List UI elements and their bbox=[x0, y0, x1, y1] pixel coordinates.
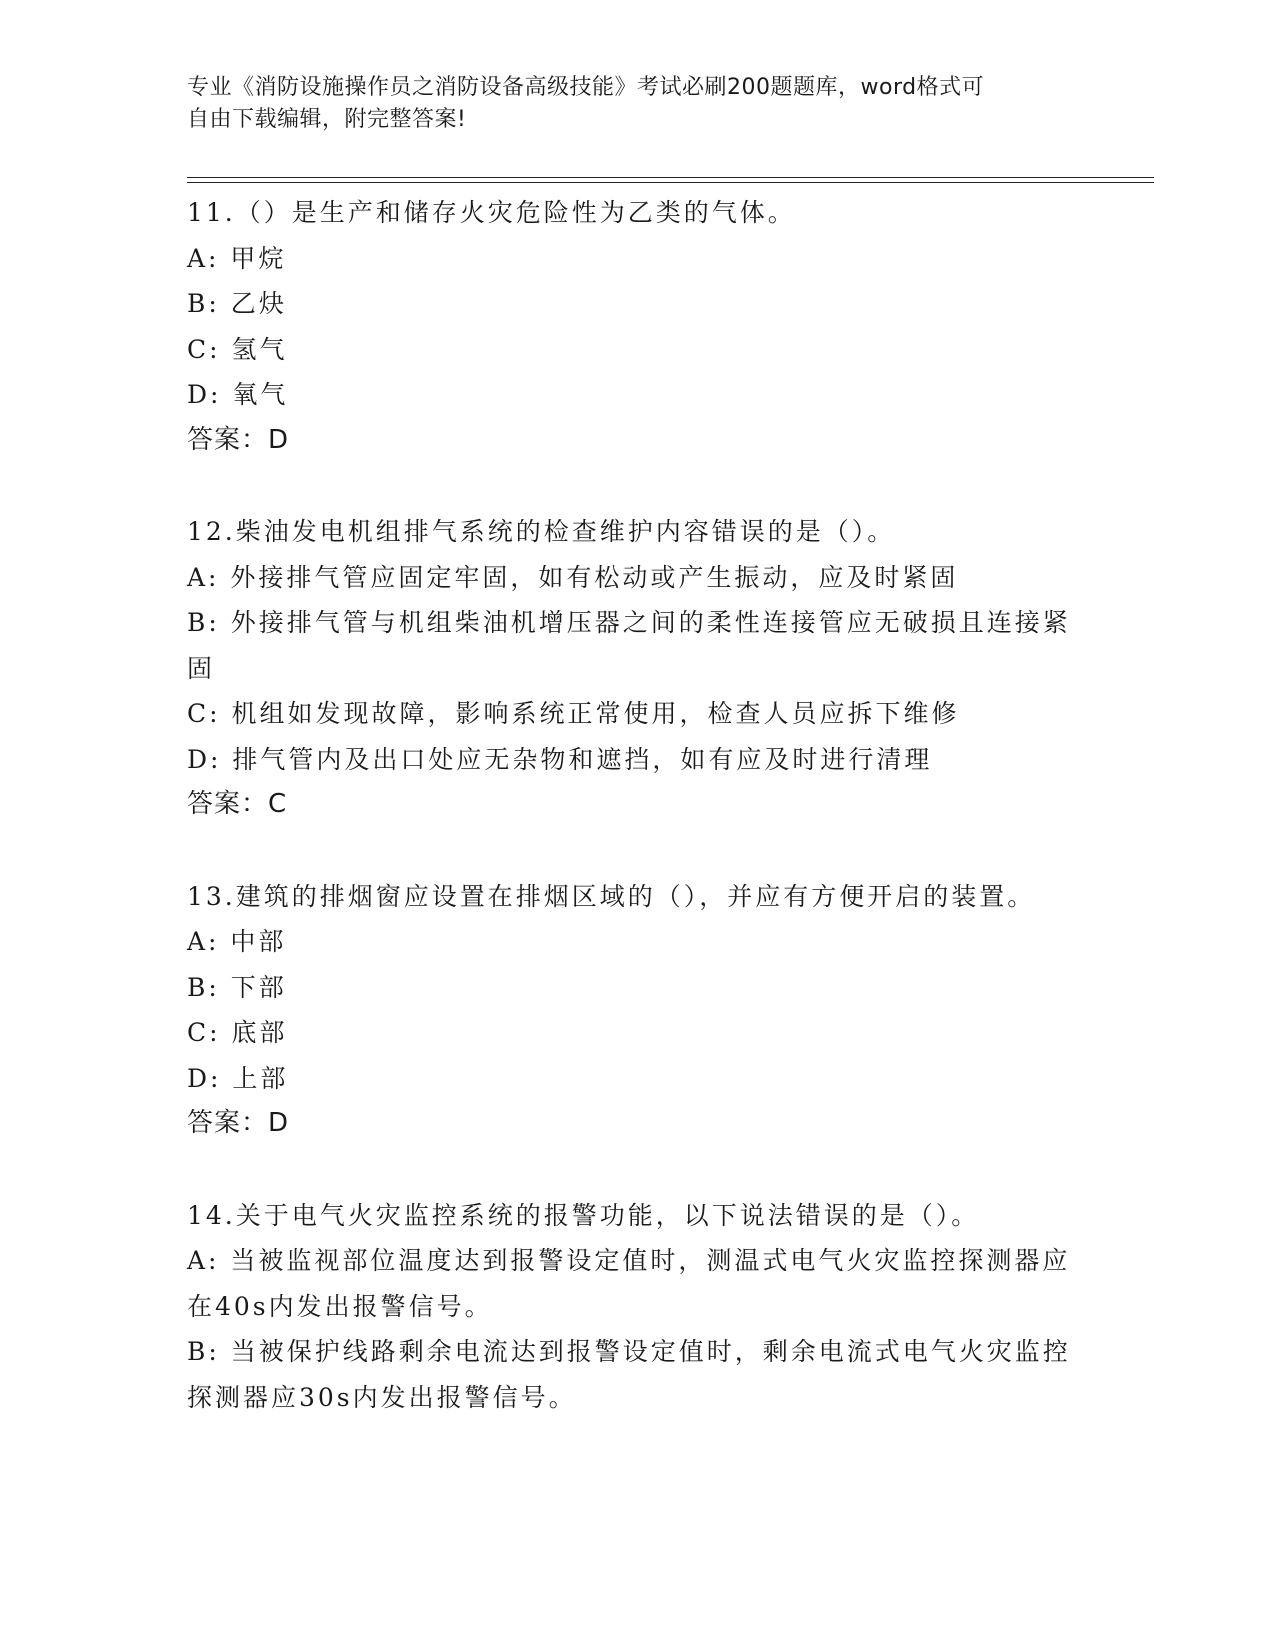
header-rule-bottom bbox=[187, 182, 1154, 183]
answer: 答案：C bbox=[187, 789, 288, 819]
question-13 bbox=[187, 874, 1087, 1147]
header-rule-top bbox=[187, 177, 1154, 178]
option-a: A: 外接排气管应固定牢固，如有松动或产生振动，应及时紧固 bbox=[187, 562, 959, 592]
question-11 bbox=[187, 190, 1087, 463]
document-header bbox=[187, 72, 1087, 136]
option-c: C: 机组如发现故障，影响系统正常使用，检查人员应拆下维修 bbox=[187, 699, 960, 728]
option-c: C: 底部 bbox=[187, 1018, 288, 1047]
header-line-2: 自由下载编辑，附完整答案! bbox=[187, 107, 467, 132]
option-d: D: 氧气 bbox=[187, 380, 289, 409]
question-stem: 14.关于电气火灾监控系统的报警功能，以下说法错误的是（）。 bbox=[187, 1200, 980, 1230]
option-c: C: 氢气 bbox=[187, 334, 288, 364]
answer: 答案：D bbox=[187, 1108, 290, 1138]
option-a: A: 甲烷 bbox=[187, 243, 287, 273]
question-stem: 12.柴油发电机组排气系统的检查维护内容错误的是（）。 bbox=[187, 517, 896, 546]
option-a: A: 中部 bbox=[187, 927, 287, 956]
question-list bbox=[187, 190, 1087, 1420]
question-12 bbox=[187, 509, 1087, 828]
question-stem: 13.建筑的排烟窗应设置在排烟区域的（），并应有方便开启的装置。 bbox=[187, 881, 1036, 911]
question-14 bbox=[187, 1193, 1087, 1421]
option-d: D: 排气管内及出口处应无杂物和遮挡，如有应及时进行清理 bbox=[187, 744, 933, 774]
answer: 答案：D bbox=[187, 424, 290, 455]
option-b: B: 外接排气管与机组柴油机增压器之间的柔性连接管应无破损且连接紧固 bbox=[187, 608, 1071, 683]
option-b: B: 下部 bbox=[187, 972, 287, 1002]
question-stem: 11.（）是生产和储存火灾危险性为乙类的气体。 bbox=[187, 198, 796, 227]
option-a: A: 当被监视部位温度达到报警设定值时，测温式电气火灾监控探测器应在40s内发出报警信号。 bbox=[187, 1246, 1071, 1321]
option-b: B: 乙炔 bbox=[187, 289, 287, 318]
option-b: B: 当被保护线路剩余电流达到报警设定值时，剩余电流式电气火灾监控探测器应30s内发出报警信号。 bbox=[187, 1337, 1071, 1412]
option-d: D: 上部 bbox=[187, 1063, 289, 1093]
header-line-1: 专业《消防设施操作员之消防设备高级技能》考试必刷200题题库，word格式可 bbox=[187, 75, 985, 100]
